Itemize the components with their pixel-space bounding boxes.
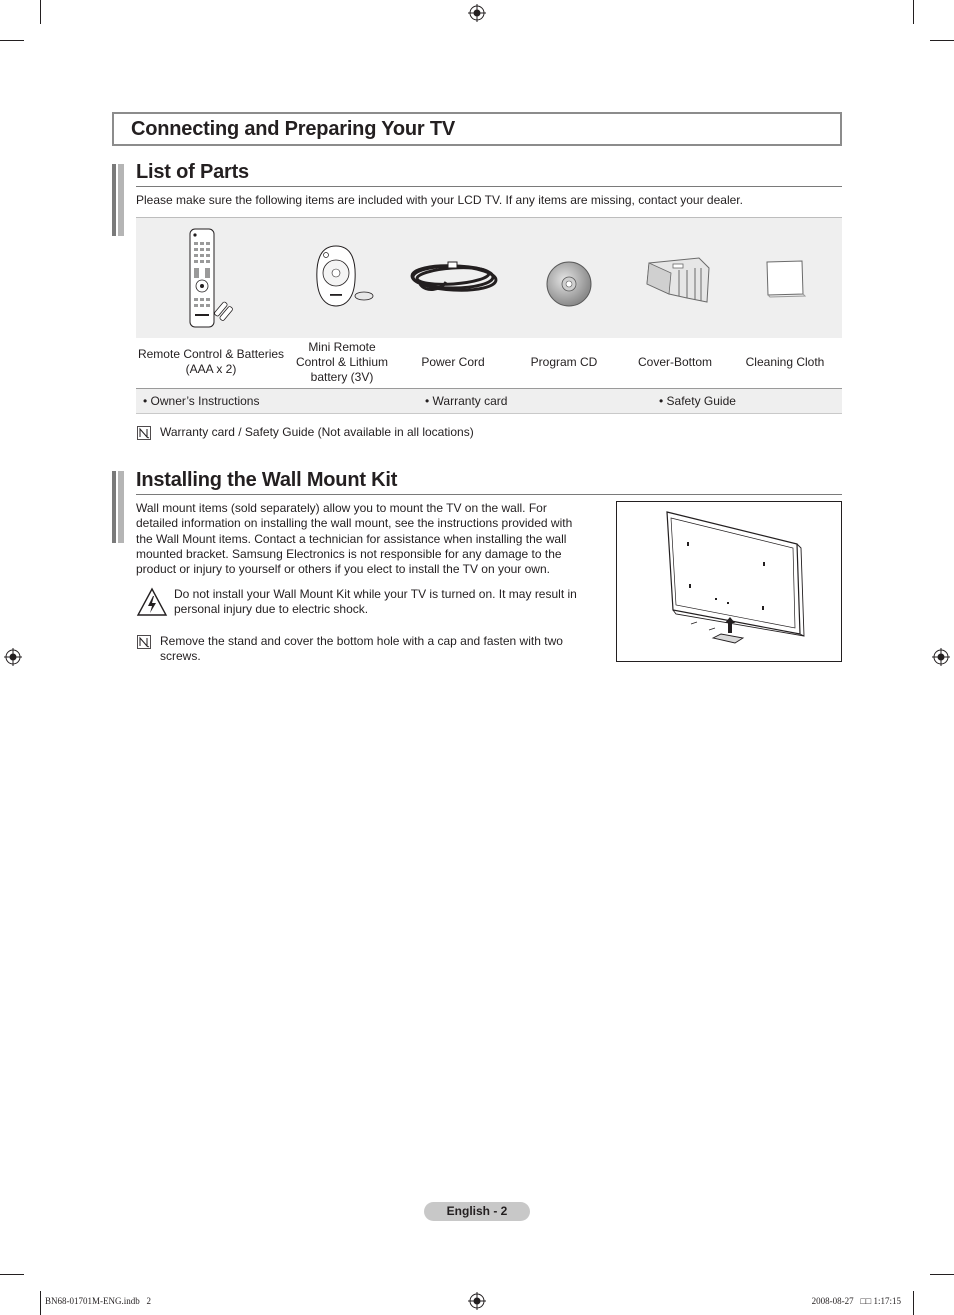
accessory-item: • Warranty card xyxy=(425,394,508,408)
part-label: Remote Control & Batteries (AAA x 2) xyxy=(137,347,285,376)
part-mini-remote xyxy=(286,218,397,338)
crop-mark xyxy=(930,1274,954,1275)
section-marker xyxy=(118,164,124,236)
section-marker xyxy=(112,164,116,236)
chapter-title: Connecting and Preparing Your TV xyxy=(131,118,456,140)
part-label: Cleaning Cloth xyxy=(745,355,825,369)
parts-intro: Please make sure the following items are included with your LCD TV. If any items are missing, contact your dealer. xyxy=(136,193,743,207)
program-cd-icon xyxy=(511,218,622,338)
crop-mark xyxy=(0,1274,24,1275)
part-label: Mini Remote Control & Lithium battery (3V) xyxy=(295,340,389,384)
part-label: Program CD xyxy=(530,355,598,369)
crop-mark xyxy=(40,0,41,24)
crop-mark xyxy=(913,0,914,24)
section-title-list-of-parts: List of Parts xyxy=(136,161,249,183)
note-icon xyxy=(137,635,151,649)
part-cleaning-cloth xyxy=(731,218,842,338)
remote-control-icon xyxy=(156,218,267,338)
registration-mark-icon xyxy=(468,4,486,22)
part-power-cord xyxy=(396,218,507,338)
registration-mark-icon xyxy=(4,648,22,666)
section-rule xyxy=(136,186,842,187)
part-label: Cover-Bottom xyxy=(637,355,713,369)
tv-back-illustration xyxy=(617,502,841,661)
page-number: English - 2 xyxy=(424,1202,530,1221)
crop-mark xyxy=(0,40,24,41)
chapter-header xyxy=(112,112,842,146)
accessory-item: • Safety Guide xyxy=(659,394,736,408)
wall-mount-warning: Do not install your Wall Mount Kit while your TV is turned on. It may result in personal injury due to electric shock. xyxy=(174,587,577,617)
registration-mark-icon xyxy=(932,648,950,666)
footer-file-info: BN68-01701M-ENG.indb 2 xyxy=(45,1296,151,1306)
parts-note: Warranty card / Safety Guide (Not available in all locations) xyxy=(160,425,474,439)
section-title-wall-mount: Installing the Wall Mount Kit xyxy=(136,469,398,491)
cleaning-cloth-icon xyxy=(731,218,842,338)
registration-mark-icon xyxy=(468,1292,486,1310)
wall-mount-note: Remove the stand and cover the bottom hole with a cap and fasten with two screws. xyxy=(160,634,563,664)
section-marker xyxy=(112,471,116,543)
wall-mount-illustration xyxy=(616,501,842,662)
part-program-cd xyxy=(511,218,622,338)
part-remote-control xyxy=(156,218,267,338)
note-icon xyxy=(137,426,151,440)
cover-bottom-icon xyxy=(621,218,732,338)
part-cover-bottom xyxy=(621,218,732,338)
section-rule xyxy=(136,494,842,495)
power-cord-icon xyxy=(396,218,507,338)
footer-timestamp: 2008-08-27 □□ 1:17:15 xyxy=(811,1296,901,1306)
parts-images-band xyxy=(136,217,842,338)
wall-mount-body: Wall mount items (sold separately) allow you to mount the TV on the wall. For detailed information on installing the wall mount, see the instructions provided with the Wall Mount items. Contact a technician for assistance when installing the wall mounted bracket. Samsung Electronics is not responsible for any damage to the product or injury to yourself or others if you elect to install the TV on your own. xyxy=(136,501,573,577)
electric-warning-icon xyxy=(136,587,168,617)
accessories-row xyxy=(136,388,842,414)
part-label: Power Cord xyxy=(421,355,485,369)
crop-mark xyxy=(40,1291,41,1315)
accessory-item: • Owner’s Instructions xyxy=(143,394,260,408)
mini-remote-icon xyxy=(286,218,397,338)
crop-mark xyxy=(930,40,954,41)
crop-mark xyxy=(913,1291,914,1315)
section-marker xyxy=(118,471,124,543)
